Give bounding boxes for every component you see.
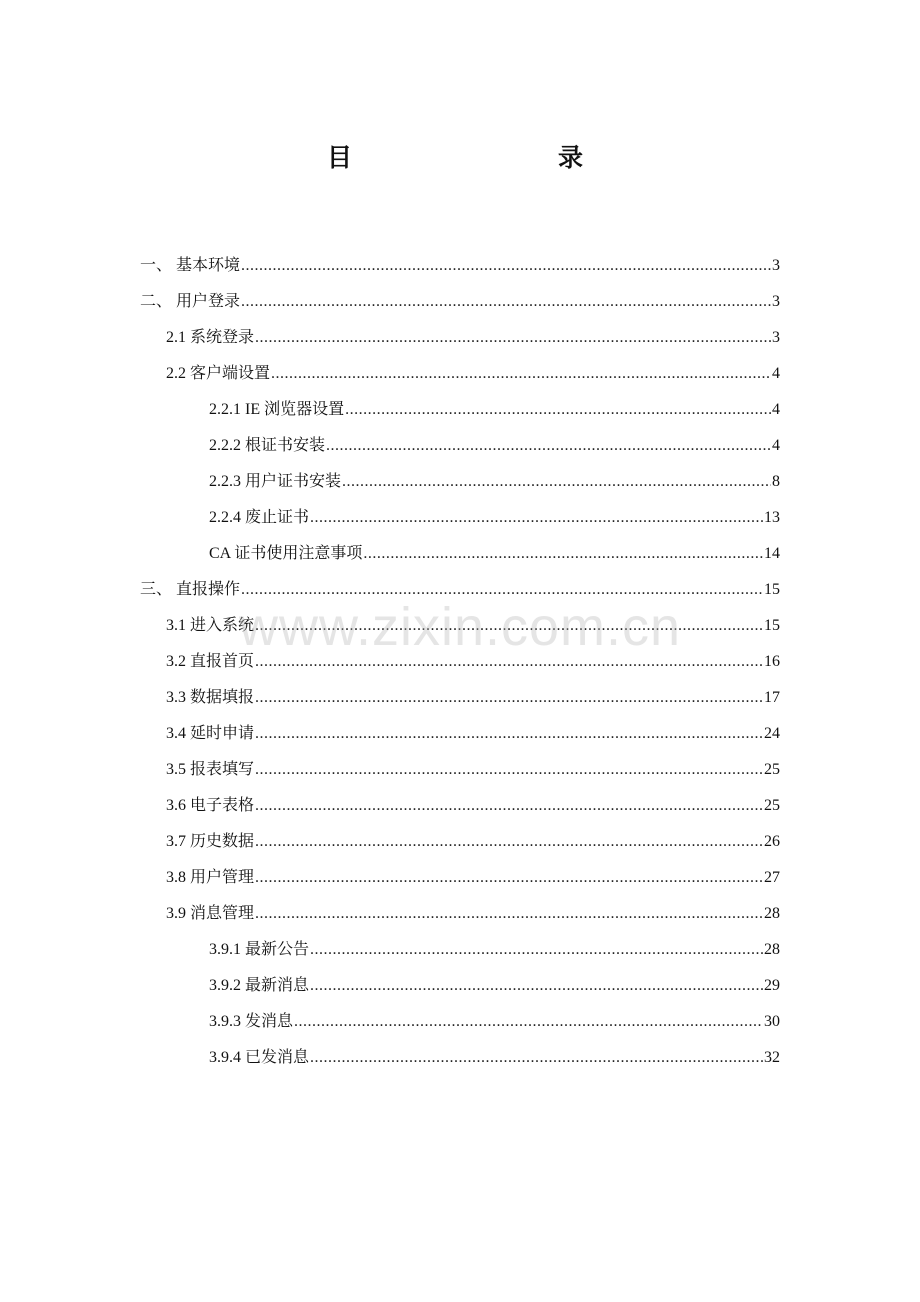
toc-entry[interactable] [209,1004,780,1040]
toc-page-number: 8 [772,473,780,490]
toc-entry-text: 二、 用户登录 [140,293,241,310]
toc-dot-leader [255,716,763,752]
toc-entry[interactable] [140,248,780,284]
toc-page-number: 25 [764,761,780,778]
toc-entry-text: 3.8 用户管理 [166,869,255,886]
toc-entry-text: 2.2.1 IE 浏览器设置 [209,401,345,418]
toc-page-number: 28 [764,905,780,922]
toc-entry[interactable] [209,464,780,500]
toc-entry[interactable] [209,536,780,572]
toc-entry-text: 3.7 历史数据 [166,833,255,850]
toc-page-number: 29 [764,977,780,994]
toc-entry[interactable] [166,356,780,392]
toc-dot-leader [241,248,771,284]
toc-entry-text: 3.2 直报首页 [166,653,255,670]
toc-entry-text: 3.9.2 最新消息 [209,977,310,994]
toc-entry-text: 2.2.4 废止证书 [209,509,310,526]
toc-dot-leader [310,1040,763,1076]
toc-entry-text: 3.3 数据填报 [166,689,255,706]
toc-dot-leader [345,392,771,428]
toc-title: 目 录 [326,143,635,172]
toc-page-number: 30 [764,1013,780,1030]
toc-dot-leader [255,320,771,356]
toc-page-number: 24 [764,725,780,742]
toc-entry[interactable] [166,680,780,716]
toc-entry[interactable] [166,788,780,824]
toc-page-number: 15 [764,617,780,634]
toc-entry-text: 2.2 客户端设置 [166,365,271,382]
toc-dot-leader [255,644,763,680]
toc-dot-leader [255,860,763,896]
toc-entry[interactable] [166,608,780,644]
toc-entry-text: 2.1 系统登录 [166,329,255,346]
toc-page-number: 14 [764,545,780,562]
toc-page-number: 15 [764,581,780,598]
toc-entry-text: 一、 基本环境 [140,257,241,274]
toc-entry[interactable] [166,644,780,680]
toc-entry[interactable] [209,932,780,968]
toc-dot-leader [342,464,771,500]
toc-page-number: 4 [772,401,780,418]
toc-entry-text: 3.9 消息管理 [166,905,255,922]
toc-page-number: 13 [764,509,780,526]
toc-dot-leader [255,680,763,716]
toc-entry[interactable] [166,716,780,752]
toc-dot-leader [310,968,763,1004]
toc-page-number: 27 [764,869,780,886]
toc-entry-text: 3.5 报表填写 [166,761,255,778]
toc-page-number: 16 [764,653,780,670]
toc-entry-text: 3.9.1 最新公告 [209,941,310,958]
toc-entry[interactable] [209,968,780,1004]
toc-entry[interactable] [166,824,780,860]
toc-page-number: 25 [764,797,780,814]
toc-dot-leader [326,428,771,464]
toc-dot-leader [255,608,763,644]
toc-entry-text: 2.2.3 用户证书安装 [209,473,342,490]
toc-page-number: 4 [772,437,780,454]
toc-page-number: 28 [764,941,780,958]
toc-dot-leader [255,788,763,824]
toc-page-number: 3 [772,257,780,274]
toc-entry-text: 三、 直报操作 [140,581,241,598]
toc-entry-text: 3.1 进入系统 [166,617,255,634]
toc-entry[interactable] [209,500,780,536]
toc-dot-leader [255,752,763,788]
toc-entry[interactable] [166,320,780,356]
toc-entry-text: 2.2.2 根证书安装 [209,437,326,454]
toc-dot-leader [255,896,763,932]
toc-dot-leader [363,536,763,572]
toc-page-number: 4 [772,365,780,382]
toc-dot-leader [255,824,763,860]
toc-entry-text: 3.9.3 发消息 [209,1013,294,1030]
toc-dot-leader [310,500,763,536]
toc-page-number: 26 [764,833,780,850]
toc-entry[interactable] [209,392,780,428]
watermark: www.zixin.com.cn [238,597,682,657]
toc-entry-text: 3.6 电子表格 [166,797,255,814]
toc-dot-leader [310,932,763,968]
toc-page-number: 17 [764,689,780,706]
toc-entry[interactable] [140,284,780,320]
toc-dot-leader [271,356,771,392]
toc-entry-text: CA 证书使用注意事项 [209,545,363,562]
toc-dot-leader [241,284,771,320]
toc-page-number: 32 [764,1049,780,1066]
toc-entry[interactable] [140,572,780,608]
toc-dot-leader [241,572,763,608]
toc-entry[interactable] [166,860,780,896]
toc-entry[interactable] [209,1040,780,1076]
toc-page-number: 3 [772,293,780,310]
toc-entry-text: 3.4 延时申请 [166,725,255,742]
toc-entry[interactable] [166,752,780,788]
toc-page-number: 3 [772,329,780,346]
toc-entry[interactable] [166,896,780,932]
toc-entry-text: 3.9.4 已发消息 [209,1049,310,1066]
toc-dot-leader [294,1004,763,1040]
toc-entry[interactable] [209,428,780,464]
